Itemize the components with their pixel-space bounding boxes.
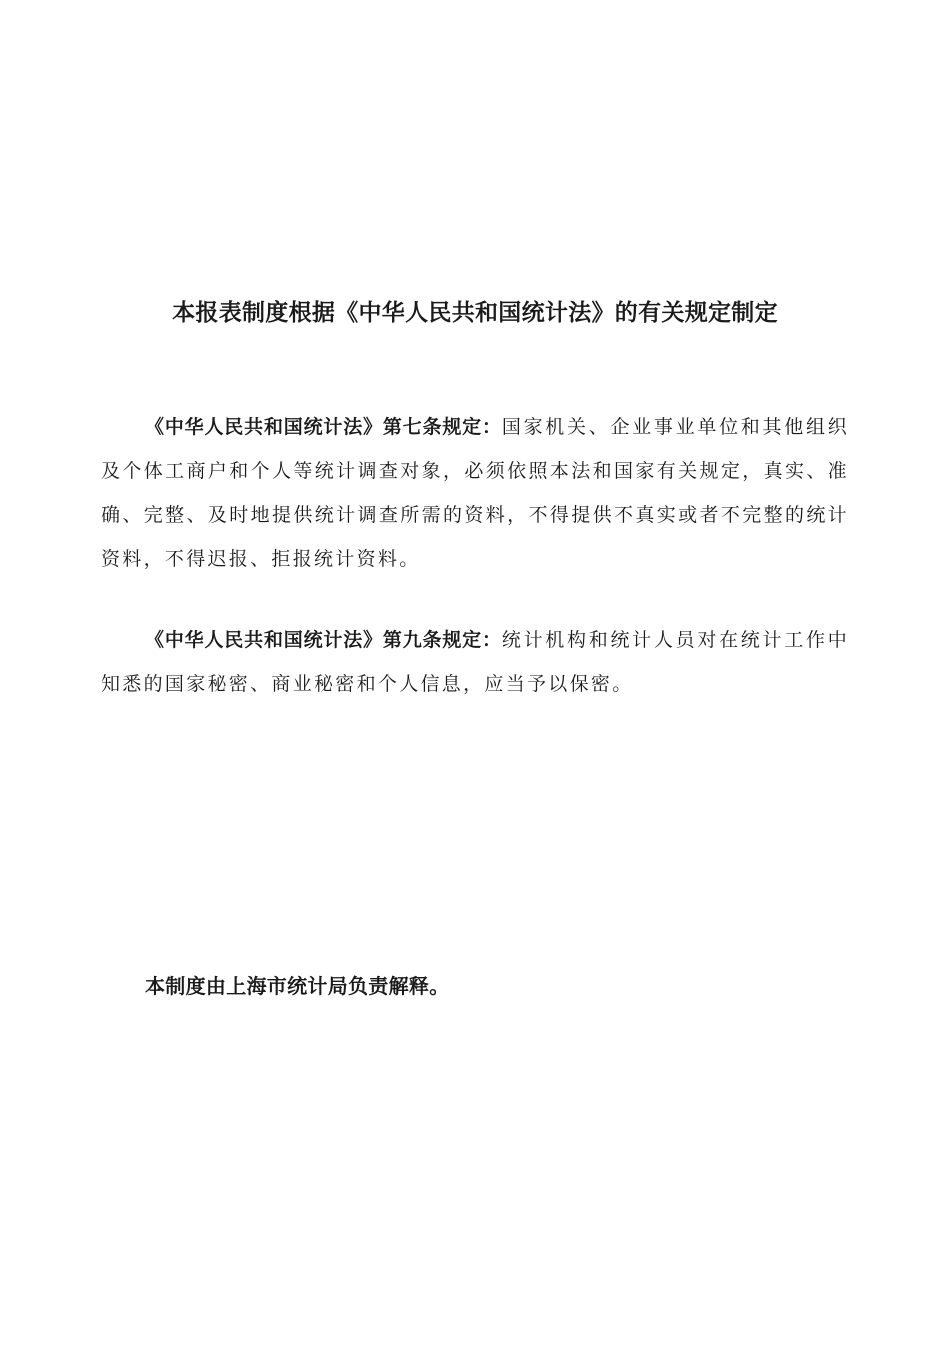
article-9-text: 统计机构和统计人员对在统计工作中知悉的国家秘密、商业秘密和个人信息，应当予以保密。 — [101, 629, 850, 695]
article-7-paragraph — [101, 405, 849, 581]
article-9-reference: 《中华人民共和国统计法》第九条规定： — [145, 629, 502, 651]
article-7-reference: 《中华人民共和国统计法》第七条规定： — [145, 416, 502, 438]
article-9-paragraph — [101, 618, 849, 706]
article-7-text: 国家机关、企业事业单位和其他组织及个体工商户和个人等统计调查对象，必须依照本法和国家有关规定，真实、准确、完整、及时地提供统计调查所需的资料，不得提供不真实或者不完整的统计资料，不得迟报、拒报统计资料。 — [101, 416, 850, 570]
interpretation-note: 本制度由上海市统计局负责解释。 — [145, 974, 450, 998]
document-title: 本报表制度根据《中华人民共和国统计法》的有关规定制定 — [172, 300, 778, 326]
